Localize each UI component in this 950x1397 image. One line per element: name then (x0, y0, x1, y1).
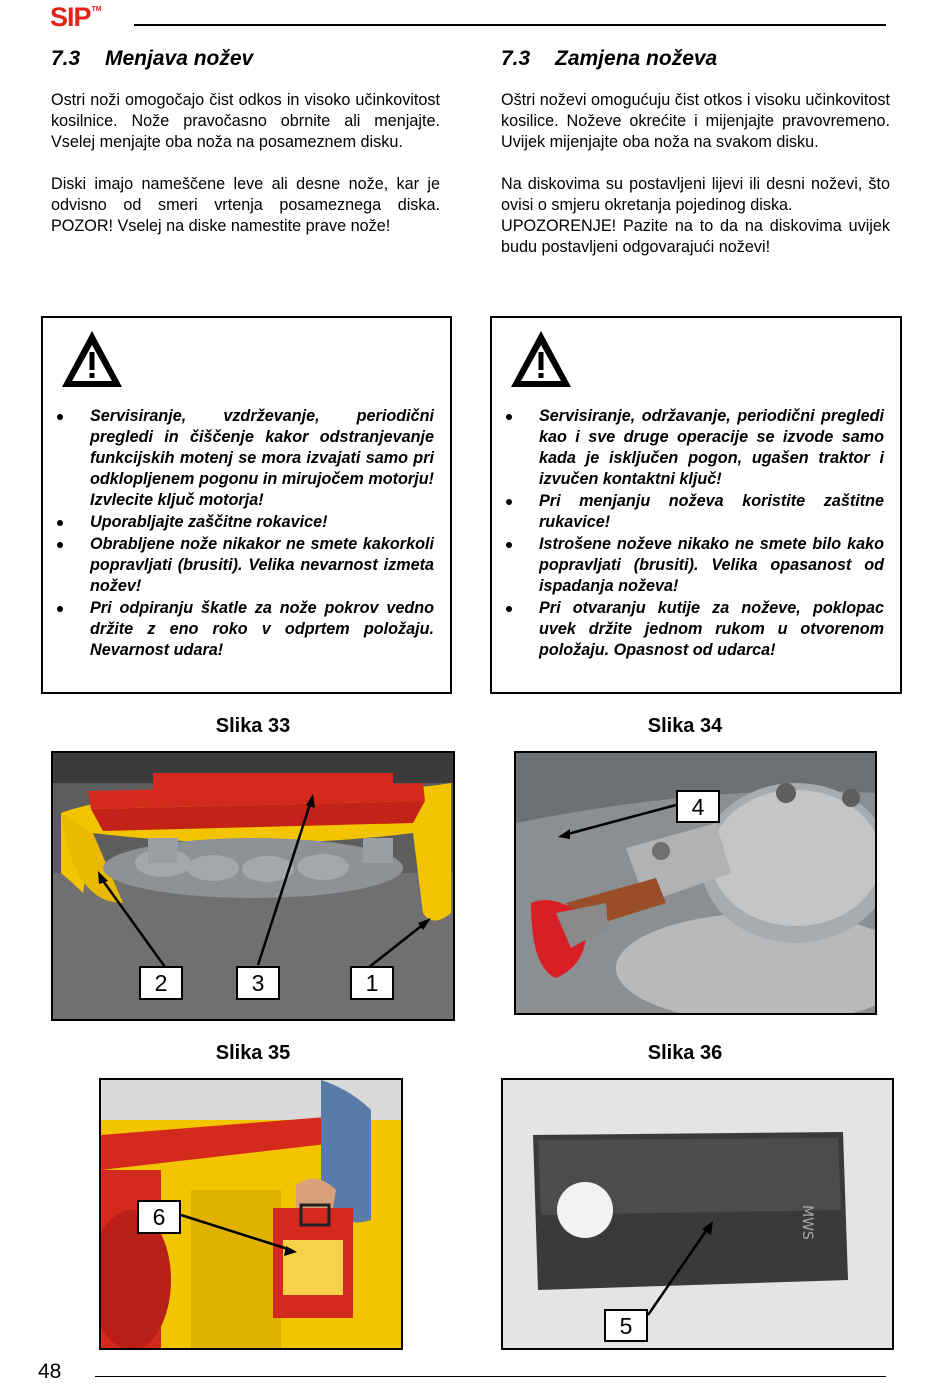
body-text-right (501, 90, 890, 258)
warning-item: Pri otvaranju kutije za noževe, poklopac uvek držite jednom rukom u otvorenom položaju. Opasnost od udarca! (506, 598, 884, 661)
warning-list (57, 406, 434, 662)
bullet-icon (506, 542, 512, 548)
header-rule (134, 24, 886, 26)
callout-label: 3 (236, 966, 280, 1000)
figure-caption: Slika 35 (215, 1042, 291, 1064)
bullet-icon (506, 414, 512, 420)
warning-item: Servisiranje, vzdrževanje, periodični pregledi in čiščenje kakor odstranjevanje funkcijskih motenj se mora izvajati samo pri odklopljenem pogonu in mirujočem motorju! Izvlecite ključ motorja! (57, 406, 434, 511)
paragraph: Diski imajo nameščene leve ali desne nože, kar je odvisno od smeri vrtenja posameznega diska. POZOR! Vselej na diske namestite prave nože! (51, 175, 440, 235)
warning-item: Pri odpiranju škatle za nože pokrov vedno držite z eno roko v odprtem položaju. Nevarnost udara! (57, 598, 434, 661)
warning-item: Pri menjanju noževa koristite zaštitne rukavice! (506, 491, 884, 533)
paragraph: Na diskovima su postavljeni lijevi ili desni noževi, što ovisi o smjeru okretanja pojedinog diska. UPOZORENJE! Pazite na to da na diskovima uvijek budu postavljeni odgovarajući noževi! (501, 175, 890, 256)
warning-triangle-icon (59, 328, 125, 390)
callout-label: 6 (137, 1200, 181, 1234)
knife-stamp: MWS (799, 1205, 815, 1240)
warning-item: Servisiranje, održavanje, periodični pregledi kao i sve druge operacije se izvode samo kada je isključen pogon, ugašen traktor i izvučen kontaktni ključ! (506, 406, 884, 490)
bullet-icon (506, 499, 512, 505)
figure-caption: Slika 36 (647, 1042, 723, 1064)
knife-blade-photo (501, 1078, 894, 1350)
figure-caption: Slika 33 (215, 715, 291, 737)
knife-box-photo (99, 1078, 403, 1350)
callout-label: 5 (604, 1309, 648, 1342)
knife-change-photo (514, 751, 877, 1015)
bullet-icon (57, 414, 63, 420)
body-text-left (51, 90, 440, 237)
figure-caption: Slika 34 (647, 715, 723, 737)
callout-label: 4 (676, 790, 720, 823)
bullet-icon (506, 606, 512, 612)
paragraph: Oštri noževi omogućuju čist otkos i visoku učinkovitost kosilice. Noževe okrećite i mijenjajte pravovremeno. Uvijek mijenjajte oba noža na svakom disku. (501, 91, 890, 151)
warning-box-right (490, 316, 902, 694)
section-heading-right: 7.3 Zamjena noževa (501, 47, 718, 70)
footer-rule (95, 1376, 886, 1377)
warning-list (506, 406, 884, 662)
warning-item: Obrabljene nože nikakor ne smete kakorkoli popravljati (brusiti). Velika nevarnost izmeta nožev! (57, 534, 434, 597)
warning-triangle-icon (508, 328, 574, 390)
page-number: 48 (38, 1360, 62, 1383)
warning-box-left (41, 316, 452, 694)
warning-item: Istrošene noževe nikako ne smete bilo kako popravljati (brusiti). Velika opasanost od ispadanja noževa! (506, 534, 884, 597)
bullet-icon (57, 520, 63, 526)
callout-label: 2 (139, 966, 183, 1000)
bullet-icon (57, 606, 63, 612)
sip-logo: SIP™ (50, 2, 102, 32)
section-heading-left: 7.3 Menjava nožev (51, 47, 254, 70)
bullet-icon (57, 542, 63, 548)
paragraph: Ostri noži omogočajo čist odkos in visoko učinkovitost kosilnice. Nože pravočasno obrnite ali menjajte. Vselej menjajte oba noža na posameznem disku. (51, 91, 440, 151)
knife-blade-illustration (503, 1080, 892, 1348)
callout-label: 1 (350, 966, 394, 1000)
warning-item: Uporabljajte zaščitne rokavice! (57, 512, 434, 533)
mower-cover-photo (51, 751, 455, 1021)
